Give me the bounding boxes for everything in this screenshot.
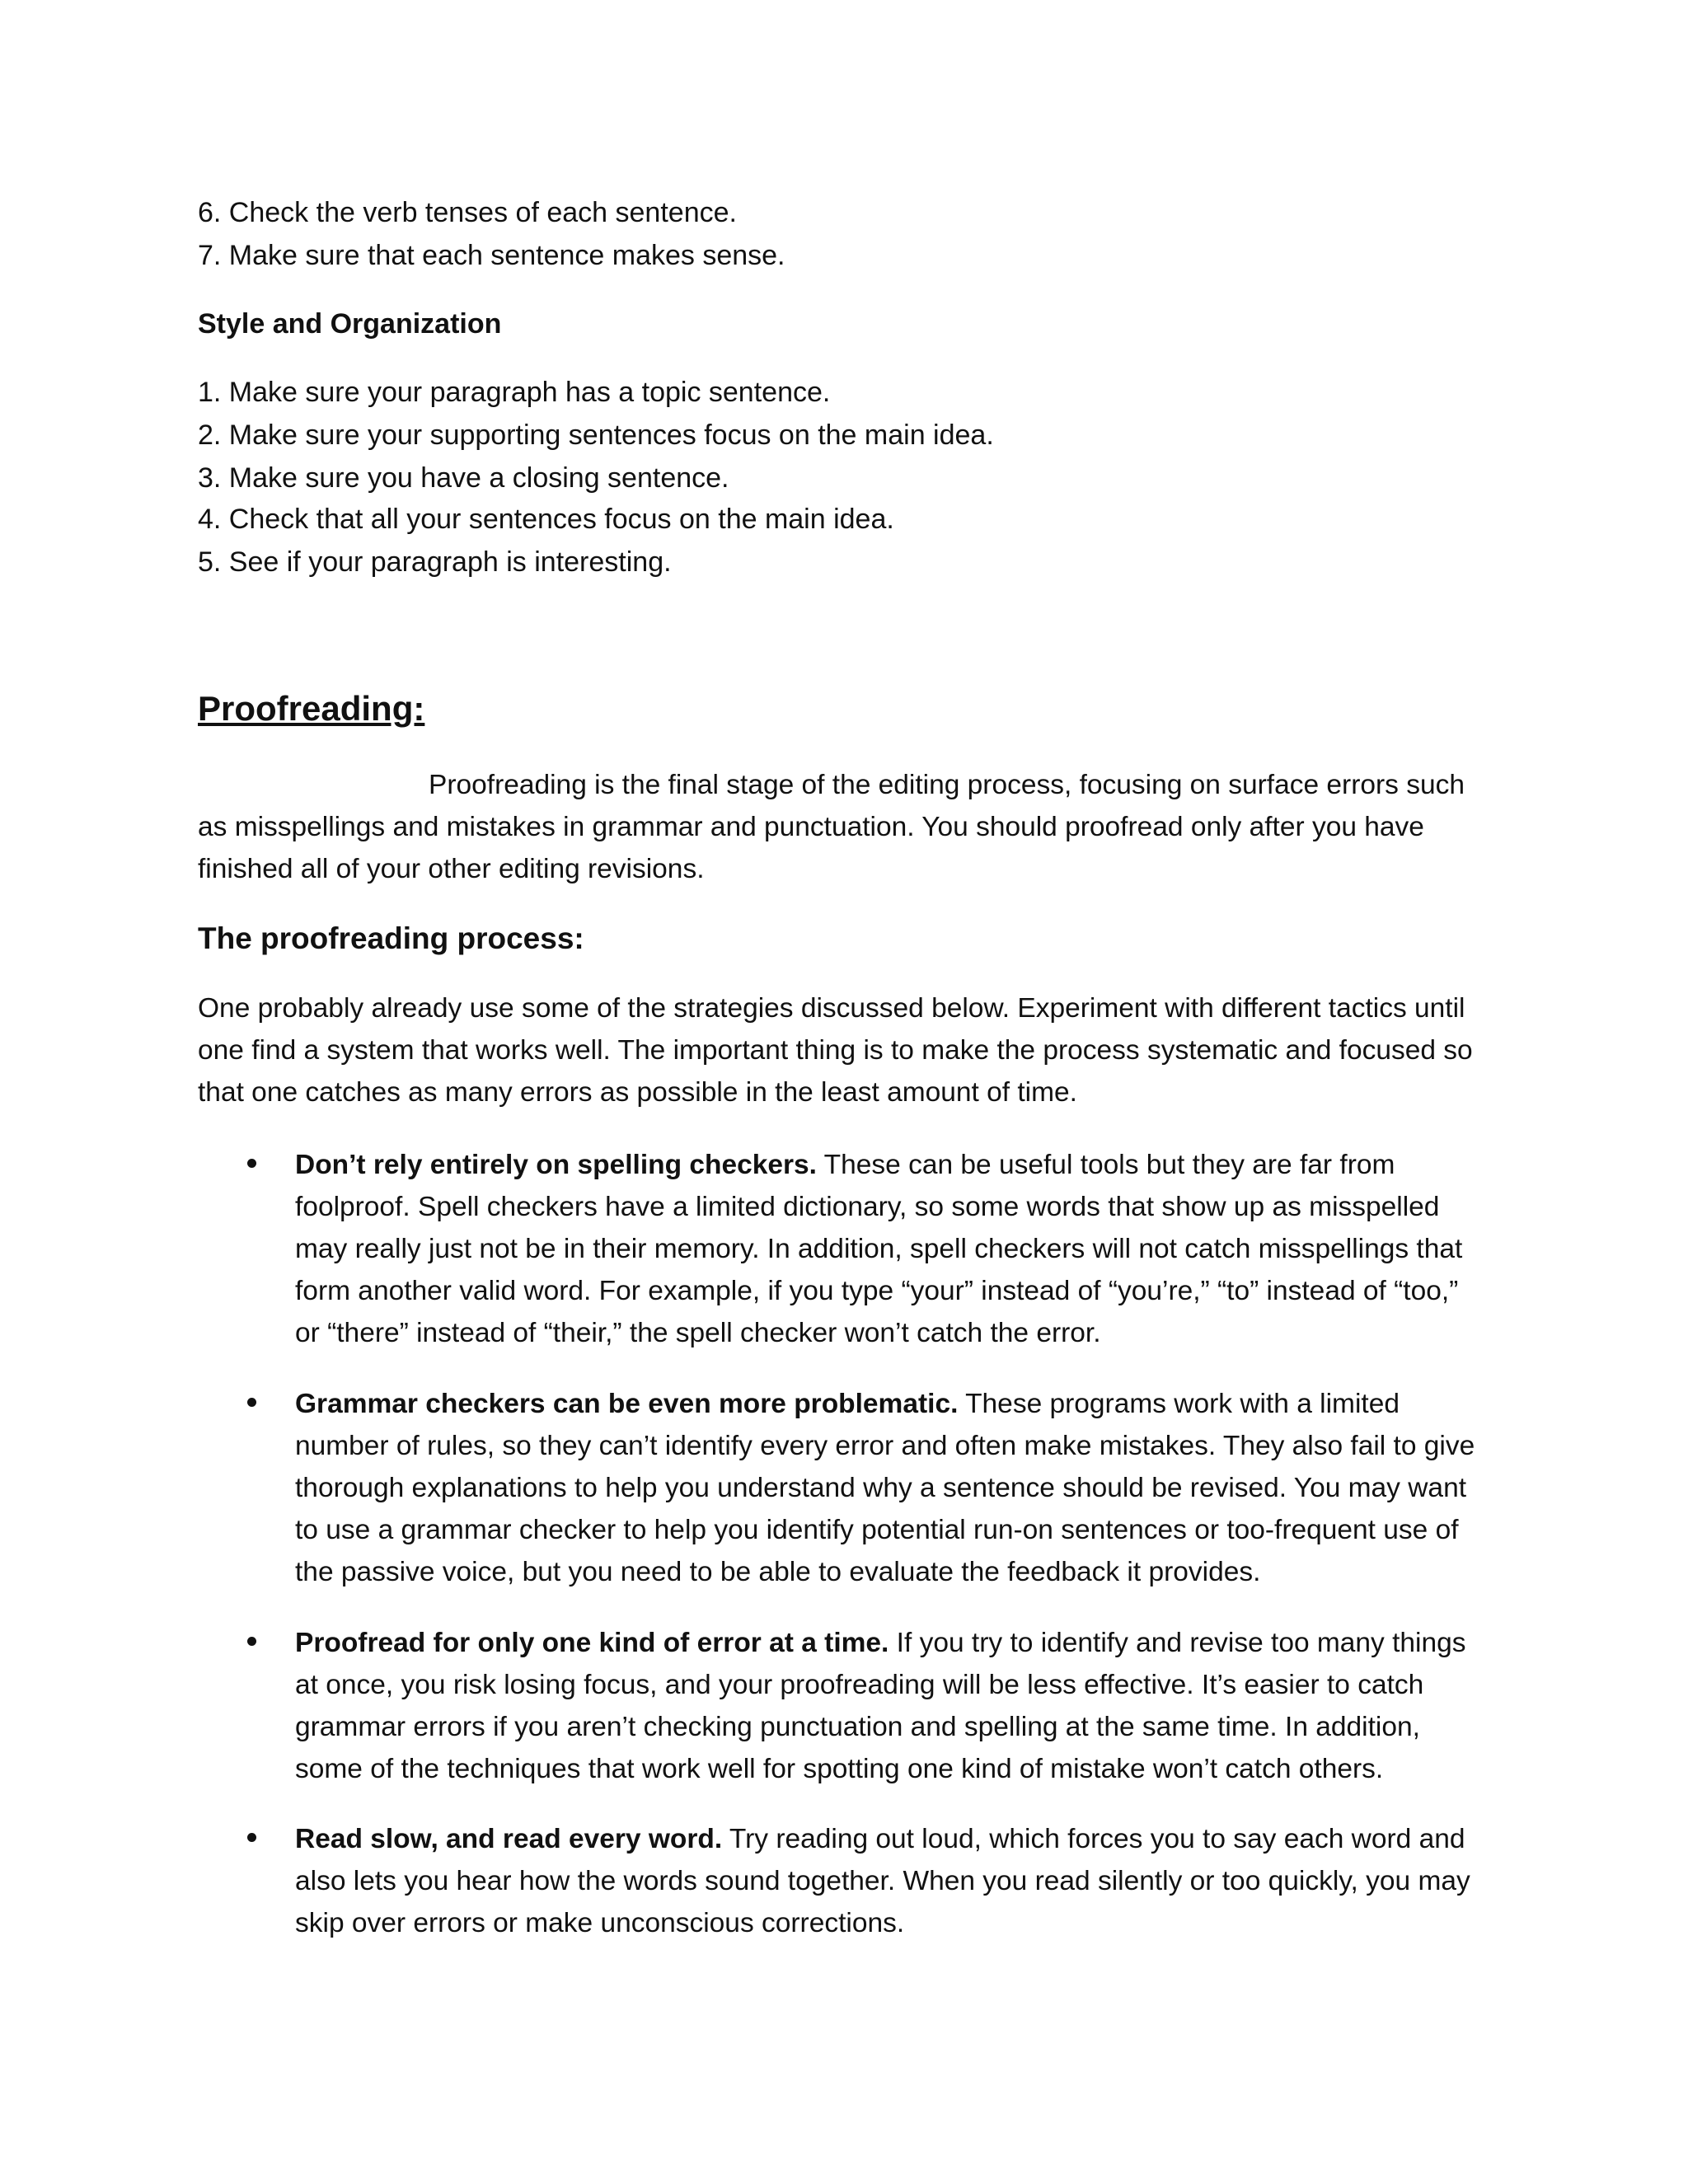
proofreading-title: Proofreading: bbox=[198, 689, 425, 728]
list-item-lead: Grammar checkers can be even more problematic. bbox=[295, 1389, 959, 1419]
list-item-lead: Proofread for only one kind of error at a time. bbox=[295, 1628, 889, 1658]
style-item: 3. Make sure you have a closing sentence. bbox=[198, 462, 729, 494]
list-item-lead: Read slow, and read every word. bbox=[295, 1824, 723, 1854]
list-item-body: Try reading out loud, which forces you to say each word and also lets you hear how the words sound together. When you read silently or too quickly, you may skip over errors or make unconscious corrections. bbox=[295, 1824, 1470, 1938]
bullet-icon bbox=[247, 1833, 256, 1842]
list-item-text bbox=[295, 1818, 1490, 1944]
list-item-lead: Don’t rely entirely on spelling checkers. bbox=[295, 1150, 817, 1180]
list-item-body: These programs work with a limited number of rules, so they can’t identify every error and often make mistakes. They also fail to give thorough explanations to help you understand why a sentence should be revised. You may want to use a grammar checker to help you identify potential run-on sentences or too-frequent use of the passive voice, but you need to be able to evaluate the feedback it provides. bbox=[295, 1389, 1475, 1587]
section-heading-style: Style and Organization bbox=[198, 308, 502, 340]
list-item-text bbox=[295, 1144, 1490, 1354]
checklist-item: 7. Make sure that each sentence makes sense. bbox=[198, 240, 785, 271]
list-item-text bbox=[295, 1622, 1490, 1790]
style-item: 1. Make sure your paragraph has a topic sentence. bbox=[198, 377, 831, 408]
bullet-icon bbox=[247, 1159, 256, 1168]
proofreading-intro-text: Proofreading is the final stage of the editing process, focusing on surface errors such as misspellings and mistakes in grammar and punctuation. You should proofread only after you have finished all of your other editing revisions. bbox=[198, 770, 1465, 884]
process-intro: One probably already use some of the strategies discussed below. Experiment with different tactics until one find a system that works well. The important thing is to make the process systematic and focused so that one catches as many errors as possible in the least amount of time. bbox=[198, 993, 1473, 1108]
process-heading: The proofreading process: bbox=[198, 921, 584, 955]
style-item: 2. Make sure your supporting sentences focus on the main idea. bbox=[198, 419, 994, 451]
bullet-icon bbox=[247, 1637, 256, 1646]
style-item: 4. Check that all your sentences focus on the main idea. bbox=[198, 504, 894, 535]
proofreading-intro bbox=[198, 764, 1484, 890]
style-item: 5. See if your paragraph is interesting. bbox=[198, 546, 672, 578]
list-item-text bbox=[295, 1383, 1490, 1593]
checklist-item: 6. Check the verb tenses of each sentence. bbox=[198, 197, 737, 228]
list-item-body: These can be useful tools but they are far from foolproof. Spell checkers have a limited dictionary, so some words that show up as misspelled may really just not be in their memory. In addition, spell checkers will not catch misspellings that form another valid word. For example, if you type “your” instead of “you’re,” “to” instead of “too,” or “there” instead of “their,” the spell checker won’t catch the error. bbox=[295, 1150, 1463, 1348]
list-item-body: If you try to identify and revise too many things at once, you risk losing focus, and your proofreading will be less effective. It’s easier to catch grammar errors if you aren’t checking punctuation and spelling at the same time. In addition, some of the techniques that work well for spotting one kind of mistake won’t catch others. bbox=[295, 1628, 1466, 1784]
bullet-icon bbox=[247, 1398, 256, 1407]
